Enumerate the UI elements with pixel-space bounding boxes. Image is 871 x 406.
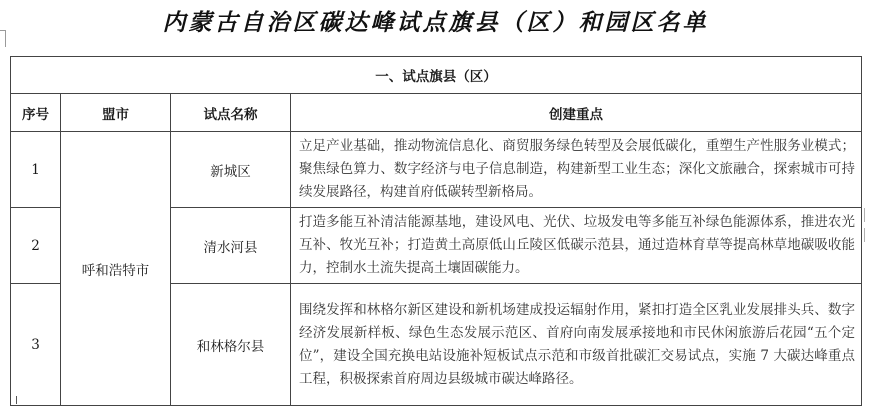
table-row: [11, 132, 862, 208]
row-index: 2: [11, 208, 61, 284]
column-header-focus: 创建重点: [291, 94, 862, 132]
margin-mark: [0, 30, 6, 47]
table-header-row: [11, 94, 862, 132]
creation-focus: 打造多能互补清洁能源基地，建设风电、光伏、垃圾发电等多能互补绿色能源体系，推进农光互补、牧光互补；打造黄土高原低山丘陵区低碳示范县，通过造林育草等提高林草地碳吸收能力，控制水土流失提高土壤固碳能力。: [291, 208, 862, 284]
column-header-name: 试点名称: [171, 94, 291, 132]
section-title: 一、试点旗县（区）: [11, 57, 862, 94]
pilot-name: 清水河县: [171, 208, 291, 284]
bottom-margin-mark: [16, 396, 17, 404]
row-index: 1: [11, 132, 61, 208]
pilot-name: 和林格尔县: [171, 284, 291, 406]
pilot-table: [10, 56, 862, 406]
city-cell: 呼和浩特市: [61, 132, 171, 406]
column-header-city: 盟市: [61, 94, 171, 132]
creation-focus: 立足产业基础，推动物流信息化、商贸服务绿色转型及会展低碳化，重塑生产性服务业模式；聚焦绿色算力、数字经济与电子信息制造，构建新型工业生态；深化文旅融合，探索城市可持续发展路径，构建首府低碳转型新格局。: [291, 132, 862, 208]
right-margin-mark: [864, 228, 871, 242]
page-title: 内蒙古自治区碳达峰试点旗县（区）和园区名单: [162, 9, 709, 36]
right-margin-mark: [864, 208, 871, 222]
row-index: 3: [11, 284, 61, 406]
column-header-index: 序号: [11, 94, 61, 132]
pilot-name: 新城区: [171, 132, 291, 208]
creation-focus: 围绕发挥和林格尔新区建设和新机场建成投运辐射作用，紧扣打造全区乳业发展排头兵、数字经济发展新样板、绿色生态发展示范区、首府向南发展承接地和市民休闲旅游后花园“五个定位”，建设全国充换电站设施补短板试点示范和市级首批碳汇交易试点，实施 7 大碳达峰重点工程，积极探索首府周边县级城市碳达峰路径。: [291, 284, 862, 406]
